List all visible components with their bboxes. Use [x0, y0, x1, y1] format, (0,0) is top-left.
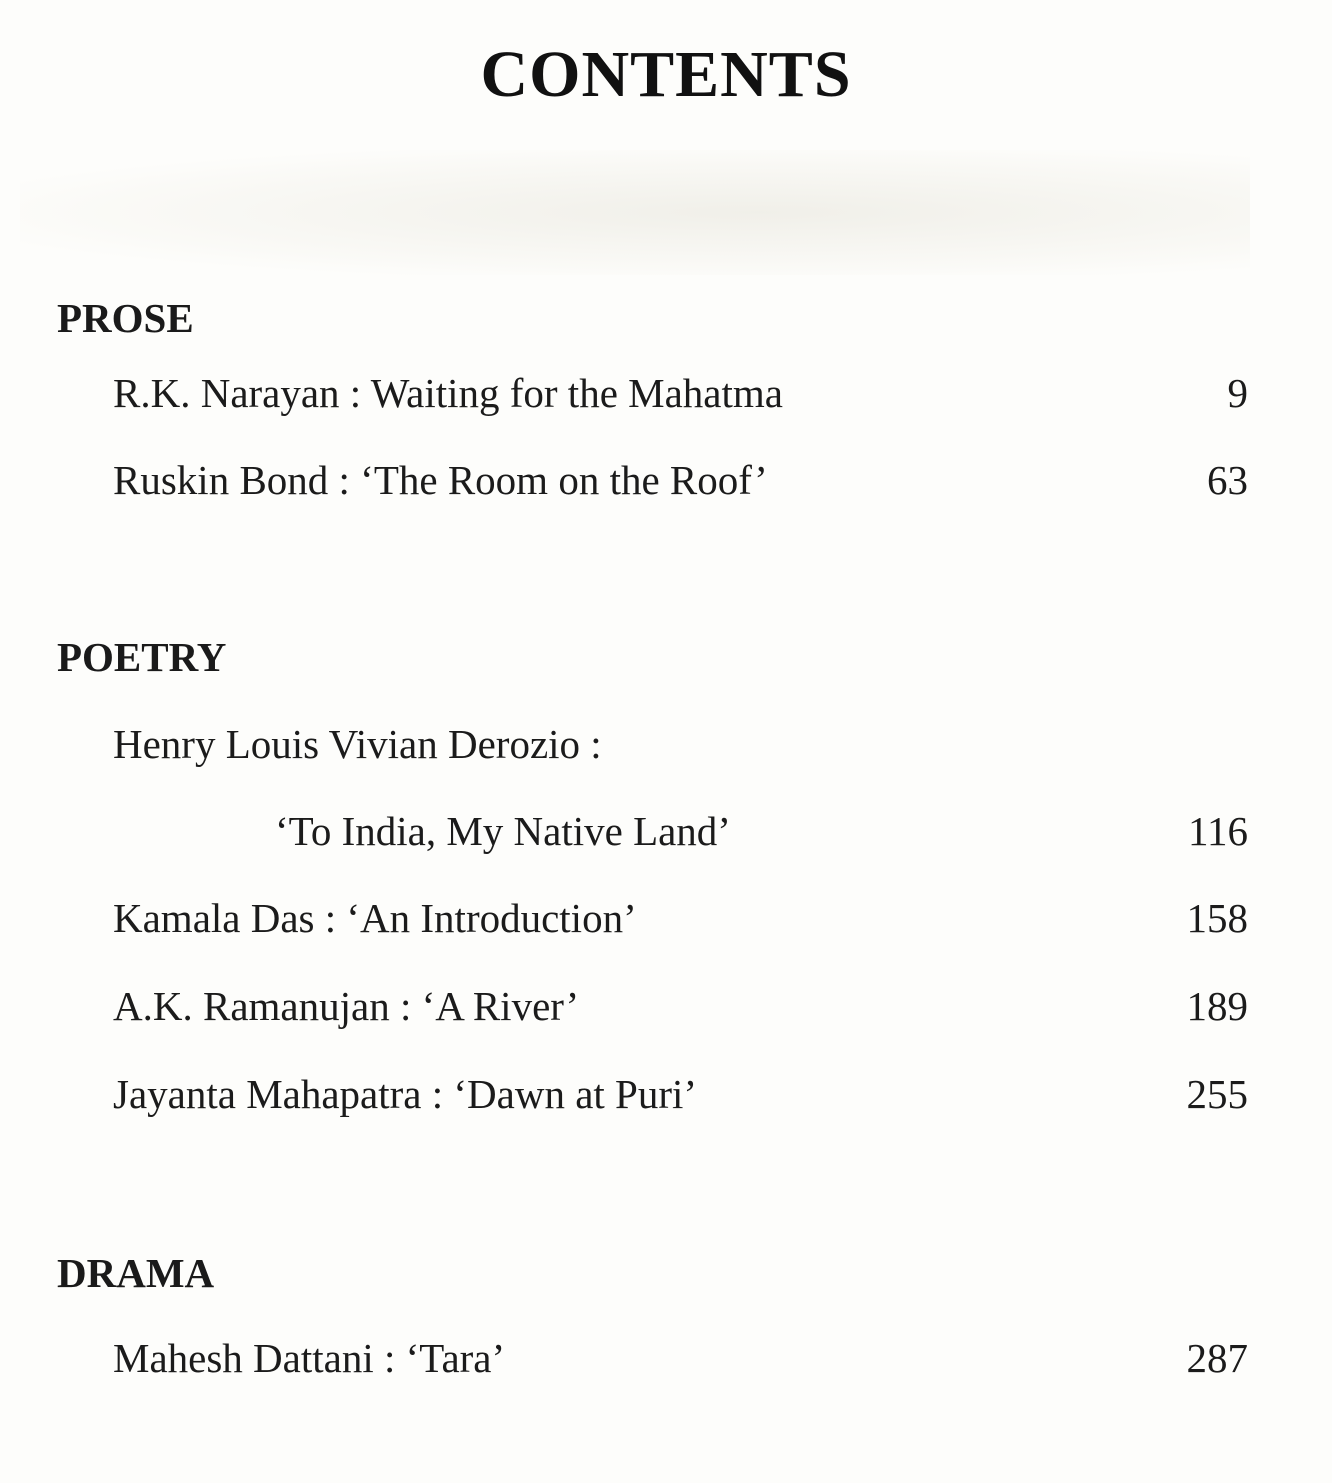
toc-entry-title: Mahesh Dattani : ‘Tara’	[113, 1335, 506, 1381]
section-heading-drama: DRAMA	[57, 1250, 215, 1296]
toc-entry-page: 63	[1207, 457, 1248, 503]
toc-entry-derozio[interactable]	[113, 806, 1248, 856]
toc-entry-das[interactable]	[113, 893, 1248, 943]
paper-smudge	[20, 150, 1250, 275]
toc-entry-ramanujan[interactable]	[113, 981, 1248, 1031]
toc-entry-title: ‘To India, My Native Land’	[275, 808, 731, 854]
toc-entry-title: Kamala Das : ‘An Introduction’	[113, 895, 637, 941]
toc-entry-dattani[interactable]	[113, 1333, 1248, 1383]
toc-entry-page: 9	[1227, 370, 1248, 416]
toc-entry-page: 158	[1186, 895, 1248, 941]
page-title: CONTENTS	[480, 38, 852, 111]
toc-entry-narayan[interactable]	[113, 368, 1248, 418]
toc-entry-page: 255	[1186, 1071, 1248, 1117]
toc-entry-derozio-author	[113, 719, 1248, 769]
toc-entry-title: A.K. Ramanujan : ‘A River’	[113, 983, 580, 1029]
toc-entry-page: 287	[1186, 1335, 1248, 1381]
toc-entry-title: R.K. Narayan : Waiting for the Mahatma	[113, 370, 783, 416]
section-heading-prose: PROSE	[57, 295, 194, 341]
toc-entry-title: Henry Louis Vivian Derozio :	[113, 721, 602, 767]
toc-entry-mahapatra[interactable]	[113, 1069, 1248, 1119]
toc-entry-title: Jayanta Mahapatra : ‘Dawn at Puri’	[113, 1071, 698, 1117]
toc-entry-page: 116	[1188, 808, 1248, 854]
toc-entry-bond[interactable]	[113, 455, 1248, 505]
section-heading-poetry: POETRY	[57, 634, 227, 680]
toc-entry-title: Ruskin Bond : ‘The Room on the Roof’	[113, 457, 768, 503]
toc-entry-page: 189	[1186, 983, 1248, 1029]
